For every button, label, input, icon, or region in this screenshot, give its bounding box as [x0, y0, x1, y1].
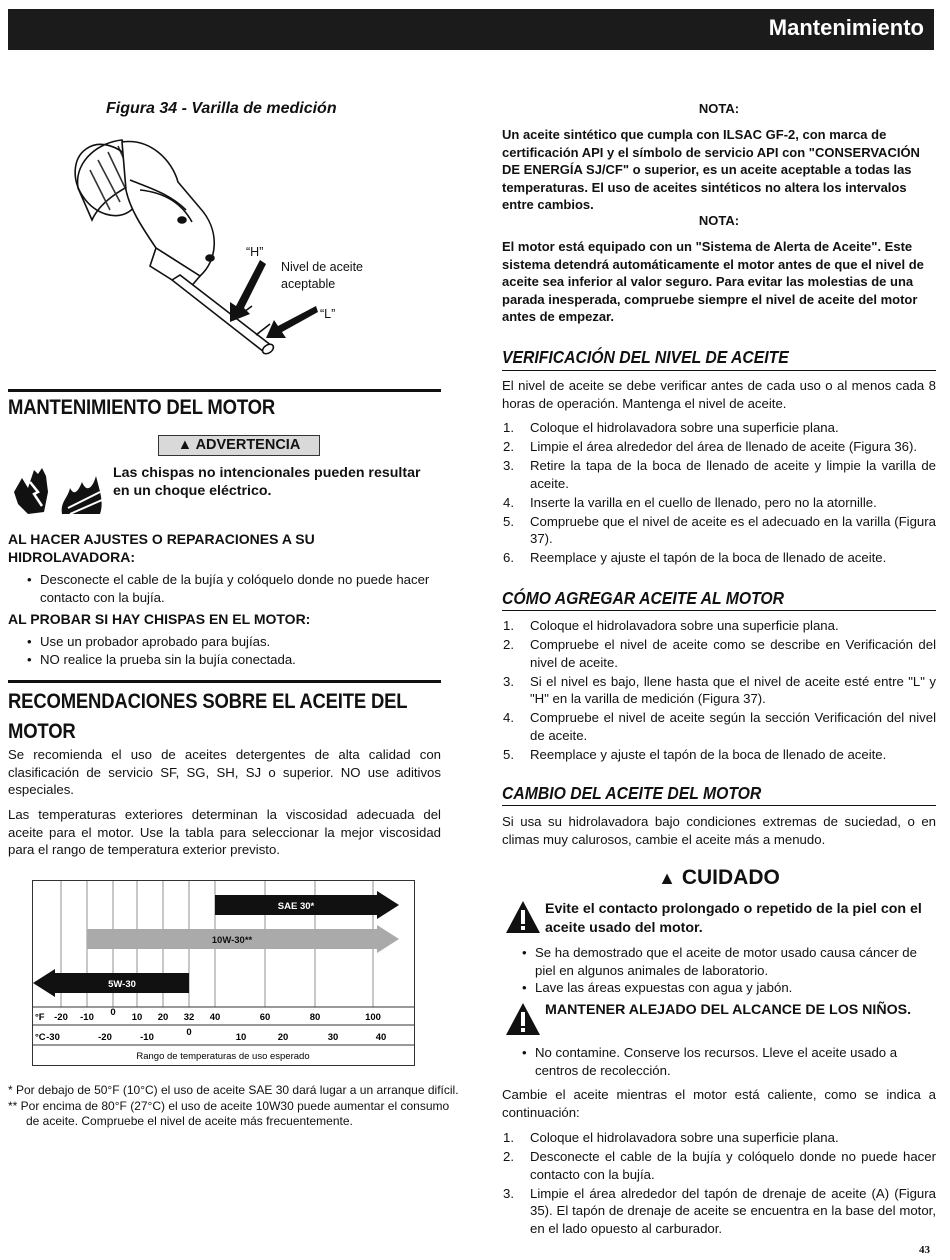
- shock-fire-icon: [8, 462, 108, 516]
- caution-1-text: Evite el contacto prolongado o repetido de la piel con el aceite usado del motor.: [545, 901, 922, 936]
- add-oil-steps: [502, 617, 936, 765]
- warning-triangle-icon: ▲: [177, 437, 193, 453]
- adjust-heading: AL HACER AJUSTES O REPARACIONES A SU HIDROLAVADORA:: [8, 531, 315, 565]
- f-tick-label: 40: [209, 1012, 221, 1023]
- f-tick-label: -20: [54, 1012, 68, 1023]
- f-tick-label: 60: [259, 1012, 271, 1023]
- warning-text: Las chispas no intencionales pueden resultar en un choque eléctrico.: [113, 465, 421, 499]
- caution-1-bullets: [522, 944, 932, 997]
- footnote-1: * Por debajo de 50°F (10°C) el uso de aceite SAE 30 dará lugar a un arranque difícil.: [8, 1083, 459, 1097]
- list-item: 4. Compruebe el nivel de aceite según la sección Verificación del nivel de aceite.: [503, 710, 936, 743]
- add-oil-title: CÓMO AGREGAR ACEITE AL MOTOR: [502, 588, 785, 608]
- viscosity-chart-svg: [33, 881, 414, 1065]
- f-tick-label: 100: [365, 1012, 381, 1023]
- list-item: 5. Reemplace y ajuste el tapón de la boca de llenado de aceite.: [503, 746, 887, 762]
- caution-title: CUIDADO: [681, 866, 780, 889]
- spark-bullets: [27, 633, 296, 668]
- caution-triangle-icon: ▲: [658, 868, 676, 888]
- label-l: “L”: [320, 307, 336, 321]
- f-tick-label: 0: [110, 1007, 116, 1018]
- nota-2-text: El motor está equipado con un "Sistema de Alerta de Aceite". Este sistema detendrá automáticamente el motor antes de que el nivel de aceite sea inferior al valor seguro. Para evitar las molestias de una parada inesperada, compruebe siempre el nivel de aceite del motor antes de empezar.: [502, 239, 924, 324]
- label-h: “H”: [246, 245, 264, 259]
- adjust-bullets: [27, 571, 429, 606]
- header-bar: [8, 9, 934, 50]
- change-oil-steps: [502, 1129, 936, 1239]
- c-row-label: °C: [35, 1032, 46, 1043]
- page-number: 43: [919, 1244, 930, 1256]
- oil-recommendations-title: RECOMENDACIONES SOBRE EL ACEITE DEL MOTOR: [8, 690, 408, 743]
- nota-2-title: NOTA:: [698, 213, 740, 228]
- caution-heading: [502, 866, 936, 890]
- list-item: 1. Coloque el hidrolavadora sobre una superficie plana.: [503, 1130, 839, 1145]
- change-oil-para: Cambie el aceite mientras el motor está caliente, como se indica a continuación:: [502, 1087, 936, 1120]
- f-tick-label: 80: [309, 1012, 321, 1023]
- figure-34-title: Figura 34 - Varilla de medición: [106, 100, 337, 117]
- footnote-2b: de aceite. Compruebe el nivel de aceite más frecuentemente.: [26, 1114, 353, 1128]
- change-oil-title: CAMBIO DEL ACEITE DEL MOTOR: [502, 783, 762, 803]
- series-label-1: 10W-30**: [211, 935, 253, 946]
- c-tick-label: -10: [140, 1032, 154, 1043]
- list-item: • No contamine. Conserve los recursos. Lleve el aceite usado a centros de recolección.: [522, 1044, 932, 1079]
- c-tick-label: 0: [186, 1027, 192, 1038]
- f-tick-label: 20: [157, 1012, 169, 1023]
- f-row-label: °F: [35, 1012, 45, 1023]
- label-level-2: aceptable: [281, 277, 336, 291]
- check-level-intro: El nivel de aceite se debe verificar antes de cada uso o al menos cada 8 horas de operación. Mantenga el nivel de aceite.: [502, 378, 936, 411]
- f-tick-label: 32: [183, 1012, 195, 1023]
- section-rule: [502, 805, 936, 806]
- x-axis-label: Rango de temperaturas de uso esperado: [136, 1051, 310, 1062]
- c-tick-label: -30: [46, 1032, 60, 1043]
- series-label-2: 5W-30: [108, 979, 136, 990]
- list-item: 5. Compruebe que el nivel de aceite es el adecuado en la varilla (Figura 37).: [503, 513, 936, 546]
- nota-1-title: NOTA:: [698, 101, 740, 116]
- c-tick-label: 20: [277, 1032, 289, 1043]
- spark-heading: AL PROBAR SI HAY CHISPAS EN EL MOTOR:: [8, 611, 311, 627]
- warning-badge: [158, 435, 320, 456]
- oil-recommendations-para2: Las temperaturas exteriores determinan la viscosidad adecuada del aceite para el motor. Use la tabla para seleccionar la mejor viscosidad para el rango de temperatura exterior previsto.: [8, 807, 441, 857]
- viscosity-chart: [32, 880, 415, 1066]
- caution-2-text: MANTENER ALEJADO DEL ALCANCE DE LOS NIÑOS.: [545, 1002, 912, 1018]
- list-item: • NO realice la prueba sin la bujía conectada.: [27, 651, 296, 669]
- list-item: 6. Reemplace y ajuste el tapón de la boca de llenado de aceite.: [503, 550, 887, 565]
- footnote-2a: ** Por encima de 80°F (27°C) el uso de aceite 10W30 puede aumentar el consumo: [8, 1099, 450, 1113]
- nota-1-text: Un aceite sintético que cumpla con ILSAC GF-2, con marca de certificación API y el símbolo de servicio API con "CONSERVACIÓN DE ENERGÍA SJ/CF" o superior, es un aceite aceptable a todas las temperaturas. El uso de aceites sintéticos no altera los intervalos entre cambios.: [502, 127, 920, 212]
- series-label-0: SAE 30*: [277, 901, 315, 912]
- list-item: 2. Desconecte el cable de la bujía y colóquelo donde no puede hacer contacto con la bujía.: [503, 1149, 936, 1182]
- section-rule: [502, 370, 936, 371]
- page-title: Mantenimiento: [768, 15, 924, 40]
- caution-triangle-icon: [505, 1002, 541, 1036]
- caution-triangle-icon: [505, 900, 541, 934]
- label-level-1: Nivel de aceite: [281, 260, 363, 274]
- section-rule: [502, 610, 936, 611]
- list-item: • Lave las áreas expuestas con agua y jabón.: [522, 979, 932, 997]
- list-item: 2. Limpie el área alrededor del área de llenado de aceite (Figura 36).: [503, 439, 918, 454]
- warning-badge-label: ADVERTENCIA: [195, 437, 301, 453]
- c-tick-label: 40: [375, 1032, 387, 1043]
- oil-recommendations-para1: Se recomienda el uso de aceites detergentes de alta calidad con clasificación de servicio SF, SG, SH, SJ o superior. NO use aditivos especiales.: [8, 747, 441, 797]
- c-tick-label: 30: [327, 1032, 339, 1043]
- check-level-title: VERIFICACIÓN DEL NIVEL DE ACEITE: [502, 347, 789, 367]
- list-item: 4. Inserte la varilla en el cuello de llenado, pero no la atornille.: [503, 494, 877, 510]
- list-item: • Desconecte el cable de la bujía y colóquelo donde no puede hacer contacto con la bujía.: [27, 571, 429, 606]
- engine-maintenance-title: MANTENIMIENTO DEL MOTOR: [8, 396, 276, 419]
- section-rule: [8, 680, 441, 683]
- list-item: • Use un probador aprobado para bujías.: [27, 633, 296, 651]
- c-tick-label: -20: [98, 1032, 112, 1043]
- f-tick-label: -10: [80, 1012, 94, 1023]
- dipstick-illustration: [60, 130, 400, 370]
- section-rule: [8, 389, 441, 392]
- list-item: 1. Coloque el hidrolavadora sobre una superficie plana.: [503, 420, 839, 435]
- list-item: 1. Coloque el hidrolavadora sobre una superficie plana.: [503, 618, 839, 633]
- check-level-steps: [502, 419, 936, 568]
- list-item: 3. Si el nivel es bajo, llene hasta que el nivel de aceite esté entre "L" y "H" en la varilla de medición (Figura 37).: [503, 673, 936, 706]
- list-item: • Se ha demostrado que el aceite de motor usado causa cáncer de piel en algunos animales de laboratorio.: [522, 944, 932, 979]
- caution-2-bullets: [522, 1044, 932, 1079]
- list-item: 2. Compruebe el nivel de aceite como se describe en Verificación del nivel de aceite.: [503, 637, 936, 670]
- f-tick-label: 10: [131, 1012, 143, 1023]
- list-item: 3. Limpie el área alrededor del tapón de drenaje de aceite (A) (Figura 35). El tapón de drenaje de aceite se encuentra en la base del motor, en el lado opuesto al carburador.: [503, 1185, 936, 1236]
- c-tick-label: 10: [235, 1032, 247, 1043]
- change-oil-intro: Si usa su hidrolavadora bajo condiciones extremas de suciedad, o en climas muy calurosos, cambie el aceite más a menudo.: [502, 814, 936, 847]
- list-item: 3. Retire la tapa de la boca de llenado de aceite y limpie la varilla de aceite.: [503, 458, 936, 491]
